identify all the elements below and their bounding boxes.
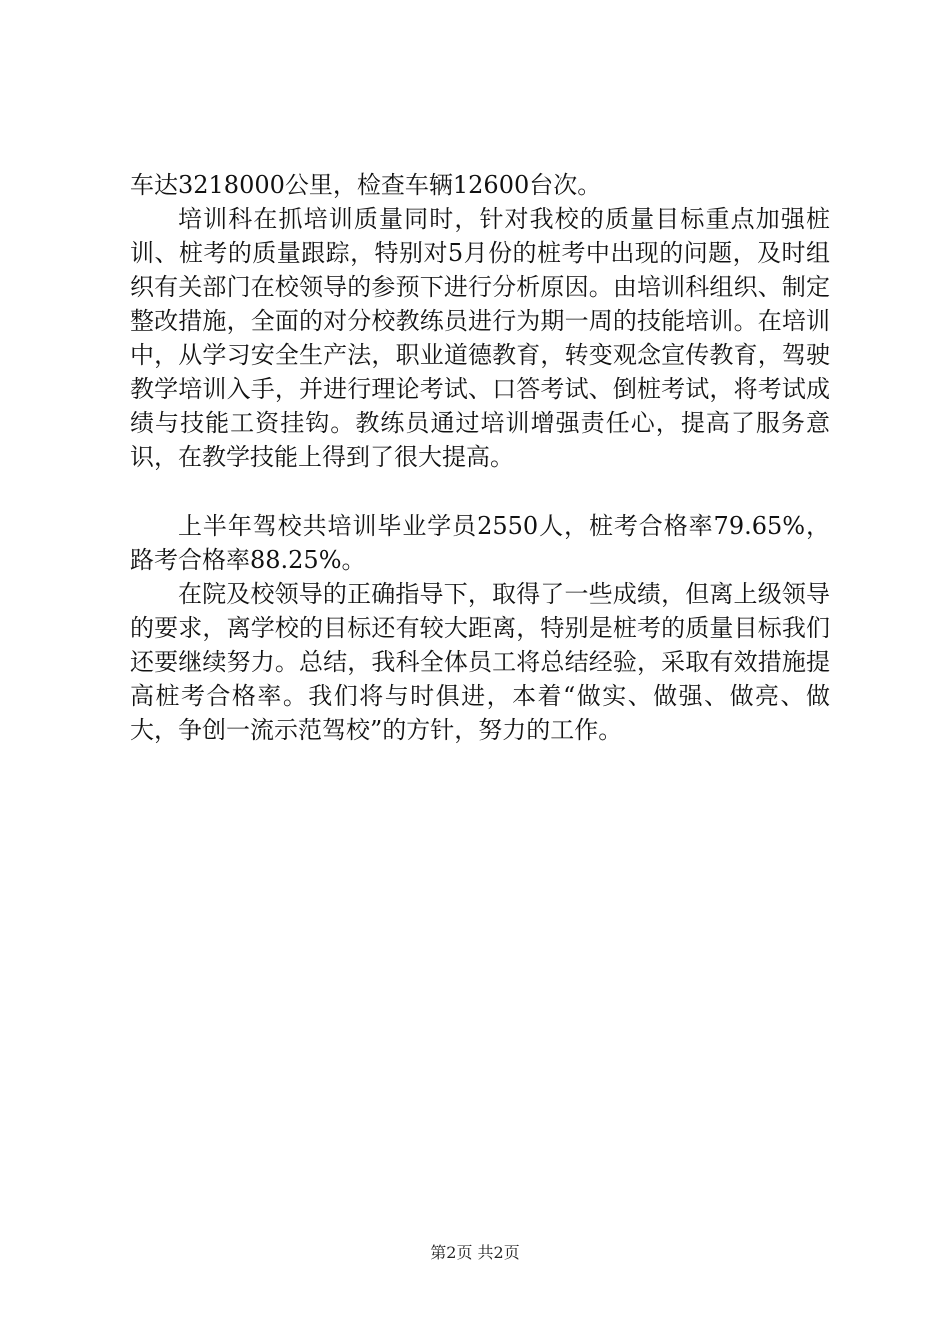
paragraph-summary: 在院及校领导的正确指导下，取得了一些成绩，但离上级领导的要求，离学校的目标还有较大距离，特别是桩考的质量目标我们还要继续努力。总结，我科全体员工将总结经验，采取有效措施提高桩考合格率。我们将与时俱进，本着“做实、做强、做亮、做大，争创一流示范驾校”的方针，努力的工作。 (130, 580, 830, 744)
page-number-footer: 第2页 共2页 (430, 1243, 520, 1262)
paragraph-graduation-stats: 上半年驾校共培训毕业学员2550人，桩考合格率79.65%，路考合格率88.25%。 (130, 512, 830, 574)
paragraph-training-quality: 培训科在抓培训质量同时，针对我校的质量目标重点加强桩训、桩考的质量跟踪，特别对5月份的桩考中出现的问题，及时组织有关部门在校领导的参预下进行分析原因。由培训科组织、制定整改措施，全面的对分校教练员进行为期一周的技能培训。在培训中，从学习安全生产法，职业道德教育，转变观念宣传教育，驾驶教学培训入手，并进行理论考试、口答考试、倒桩考试，将考试成绩与技能工资挂钩。教练员通过培训增强责任心，提高了服务意识，在教学技能上得到了很大提高。 (130, 205, 830, 471)
paragraph-continuation: 车达3218000公里，检查车辆12600台次。 (130, 171, 602, 199)
document-body (130, 168, 830, 747)
